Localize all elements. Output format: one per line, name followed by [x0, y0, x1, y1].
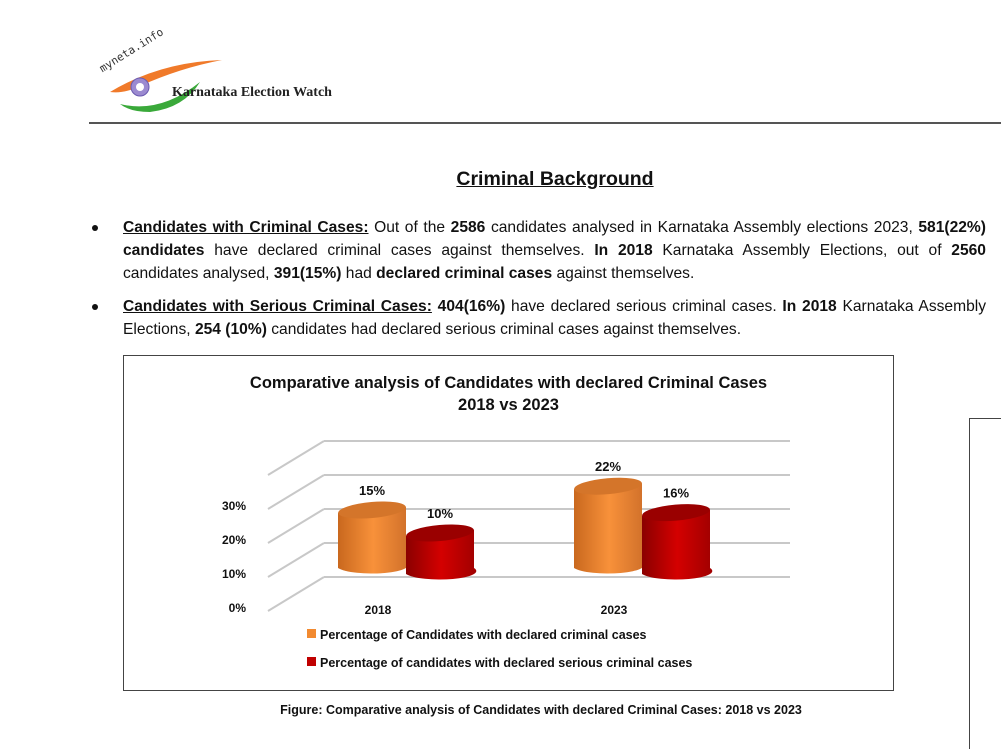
x-tick-label: 2023 — [600, 603, 628, 617]
bar-2018-series-2 — [405, 522, 476, 579]
bar-2023-series-1 — [573, 475, 644, 573]
text-bold: 2560 — [951, 242, 986, 259]
data-label: 10% — [426, 506, 454, 521]
text-bold: In 2018 — [594, 242, 653, 259]
gridline-diagonal — [268, 509, 324, 543]
text: Karnataka Assembly Elections, out of — [652, 242, 952, 259]
text: candidates analysed, — [123, 265, 274, 282]
legend-swatch — [307, 657, 316, 666]
text: have declared criminal cases against themselves. — [204, 242, 595, 259]
chart-container — [123, 355, 894, 691]
logo-site-text: myneta.info — [97, 25, 166, 75]
text: against themselves. — [552, 265, 695, 282]
text: candidates analysed in Karnataka Assembly elections 2023, — [485, 219, 919, 236]
data-label: 22% — [594, 459, 622, 475]
legend-swatch — [307, 629, 316, 638]
text-bold: 2586 — [450, 219, 486, 236]
text-bold: 391(15%) — [273, 265, 342, 282]
legend-label: Percentage of Candidates with declared criminal cases — [320, 628, 647, 642]
gridline-diagonal — [268, 475, 324, 509]
bullet-label: Candidates with Serious Criminal Cases: — [123, 298, 432, 315]
y-tick-label: 10% — [221, 567, 246, 581]
chart-title-line: Comparative analysis of Candidates with declared Criminal Cases — [249, 374, 768, 392]
text-bold: 254 (10%) — [194, 321, 267, 338]
gridline-diagonal — [268, 577, 324, 611]
text: candidates had declared serious criminal cases against themselves. — [266, 321, 742, 338]
text-bold: 404(16%) — [437, 298, 506, 315]
bullet-list — [92, 216, 986, 351]
legend-label: Percentage of candidates with declared serious criminal cases — [320, 656, 693, 670]
text-bold: 581(22%) candidates — [123, 219, 986, 259]
chart-svg — [124, 356, 893, 690]
side-frame — [969, 418, 1001, 749]
section-title: Criminal Background — [456, 168, 654, 190]
figure-caption: Figure: Comparative analysis of Candidates with declared Criminal Cases: 2018 vs 2023 — [280, 703, 802, 717]
header-divider — [89, 122, 1001, 124]
gridline-diagonal — [268, 543, 324, 577]
gridline-diagonal — [268, 441, 324, 475]
y-tick-label: 20% — [221, 533, 246, 547]
data-label: 15% — [358, 483, 386, 498]
logo — [100, 52, 360, 116]
bullet-icon — [92, 225, 98, 231]
bar-2018-series-1 — [337, 499, 408, 573]
text: Out of the — [368, 219, 451, 236]
bar-2023-series-2 — [641, 502, 712, 580]
text-bold: declared criminal cases — [376, 265, 553, 282]
logo-title: Karnataka Election Watch — [172, 85, 332, 100]
data-label: 16% — [662, 485, 690, 501]
bullet-label: Candidates with Criminal Cases: — [123, 219, 369, 236]
y-tick-label: 30% — [221, 499, 246, 513]
x-tick-label: 2018 — [364, 603, 392, 617]
text: had — [341, 265, 377, 282]
logo-graphic — [100, 52, 360, 116]
bar-body — [574, 483, 644, 573]
chart-subtitle: 2018 vs 2023 — [458, 396, 559, 414]
text-bold: In 2018 — [782, 298, 837, 315]
bullet-icon — [92, 304, 98, 310]
y-tick-label: 0% — [228, 601, 246, 615]
bullet-criminal-cases — [92, 216, 986, 285]
text: have declared serious criminal cases. — [505, 298, 783, 315]
text: Karnataka Assembly Elections, — [123, 298, 987, 338]
bullet-serious-criminal-cases — [92, 295, 986, 341]
